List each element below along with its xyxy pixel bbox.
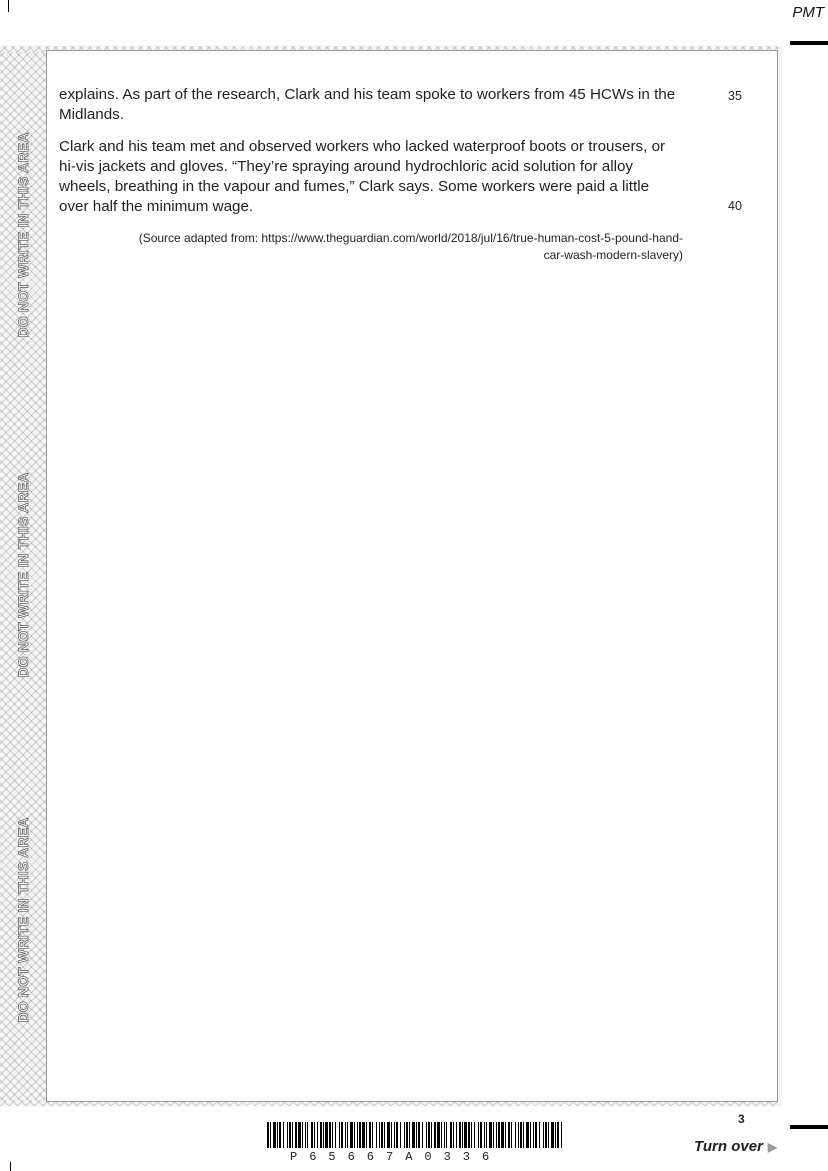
source-citation: (Source adapted from: https://www.theguardian.com/world/2018/jul/16/true-human-cost-5-pound-hand-car-wash-modern-slavery)	[138, 231, 683, 262]
barcode-bar	[366, 1122, 367, 1148]
barcode-bar	[359, 1122, 361, 1148]
do-not-write-label-top: DO NOT WRITE IN THIS AREA	[15, 132, 31, 338]
barcode-bar	[329, 1122, 331, 1148]
barcode-bar	[459, 1122, 461, 1148]
barcode-bar	[428, 1122, 430, 1148]
barcode-bar	[548, 1122, 549, 1148]
barcode-bar	[471, 1122, 472, 1148]
barcode-bar	[350, 1122, 353, 1148]
barcode-bar	[501, 1122, 504, 1148]
barcode-bar	[416, 1122, 417, 1148]
barcode-bar	[508, 1122, 510, 1148]
barcode-bar	[526, 1122, 529, 1148]
barcode-bar	[357, 1122, 358, 1148]
barcode-bar	[379, 1122, 380, 1148]
barcode-bar	[311, 1122, 313, 1148]
barcode-bar	[406, 1122, 408, 1148]
barcode-bar	[369, 1122, 371, 1148]
crop-mark-bottom	[10, 1162, 11, 1171]
edge-mark-top	[790, 41, 828, 45]
barcode-bar	[347, 1122, 348, 1148]
barcode-bar	[307, 1122, 308, 1148]
barcode-bar	[412, 1122, 415, 1148]
barcode-bar	[387, 1122, 390, 1148]
barcode-bar	[468, 1122, 470, 1148]
barcode-bar	[505, 1122, 506, 1148]
barcode-bar	[453, 1122, 454, 1148]
barcode-bar	[518, 1122, 519, 1148]
turn-over-label	[694, 1138, 777, 1155]
triangle-right-icon: ▶	[767, 1140, 778, 1154]
barcode-bar	[409, 1122, 410, 1148]
barcode-bar	[302, 1122, 303, 1148]
barcode-bar	[561, 1122, 562, 1148]
barcode-bar	[530, 1122, 531, 1148]
barcode-bar	[320, 1122, 322, 1148]
line-number-35: 35	[728, 89, 742, 103]
barcode-bar	[464, 1122, 467, 1148]
barcode-bar	[523, 1122, 524, 1148]
turn-over-text: Turn over	[694, 1138, 763, 1155]
barcode-bar	[496, 1122, 497, 1148]
barcode-bar	[404, 1122, 405, 1148]
do-not-write-label-bottom: DO NOT WRITE IN THIS AREA	[15, 817, 31, 1023]
edge-mark-bottom	[790, 1125, 828, 1129]
barcode-bar	[520, 1122, 522, 1148]
barcode-bar	[493, 1122, 494, 1148]
barcode-bar	[456, 1122, 457, 1148]
barcode	[267, 1122, 567, 1153]
crop-mark-top	[8, 0, 9, 12]
barcode-bar	[478, 1122, 479, 1148]
barcode-bar	[279, 1122, 281, 1148]
barcode-bar	[543, 1122, 544, 1148]
barcode-bar	[314, 1122, 315, 1148]
barcode-bar	[362, 1122, 365, 1148]
barcode-bar	[323, 1122, 324, 1148]
barcode-bar	[298, 1122, 301, 1148]
barcode-bar	[270, 1122, 271, 1148]
do-not-write-label-middle: DO NOT WRITE IN THIS AREA	[15, 472, 31, 678]
barcode-bar	[305, 1122, 306, 1148]
paragraph-2: Clark and his team met and observed workers who lacked waterproof boots or trousers, or hi-vis jackets and gloves. “They’re spraying around hydrochloric acid solution for alloy wheels, breathing in the vapour and fumes,” Clark says. Some workers were paid a little over half the minimum wage.	[59, 138, 666, 215]
barcode-bar	[354, 1122, 355, 1148]
barcode-bar	[431, 1122, 432, 1148]
barcode-bar	[462, 1122, 463, 1148]
barcode-bar	[545, 1122, 547, 1148]
barcode-bar	[444, 1122, 445, 1148]
barcode-bar	[396, 1122, 398, 1148]
barcode-bar	[484, 1122, 485, 1148]
barcode-bar	[267, 1122, 269, 1148]
barcode-bar	[273, 1122, 276, 1148]
barcode-bar	[341, 1122, 343, 1148]
barcode-bar	[422, 1122, 423, 1148]
paragraph-1: explains. As part of the research, Clark and his team spoke to workers from 45 HCWs in the Midlands.	[59, 86, 676, 123]
page-number: 3	[738, 1112, 745, 1126]
barcode-bar	[332, 1122, 333, 1148]
barcode-bar	[489, 1122, 492, 1148]
barcode-bar	[535, 1122, 537, 1148]
barcode-bar	[283, 1122, 284, 1148]
barcode-bar	[486, 1122, 487, 1148]
barcode-bar	[376, 1122, 377, 1148]
margin-hatch-right	[778, 46, 782, 1106]
barcode-bar	[515, 1122, 516, 1148]
barcode-bar	[418, 1122, 420, 1148]
barcode-bar	[441, 1122, 442, 1148]
barcode-bar	[289, 1122, 291, 1148]
barcode-bar	[277, 1122, 278, 1148]
barcode-bar	[533, 1122, 534, 1148]
barcode-bar	[511, 1122, 512, 1148]
barcode-bar	[400, 1122, 401, 1148]
barcode-bar	[437, 1122, 440, 1148]
barcode-bar	[474, 1122, 475, 1148]
barcode-bar	[434, 1122, 436, 1148]
barcode-bar	[446, 1122, 447, 1148]
barcode-bar	[555, 1122, 556, 1148]
barcode-text: P65667A0336	[290, 1150, 502, 1164]
barcode-bar	[317, 1122, 318, 1148]
barcode-bar	[381, 1122, 383, 1148]
barcode-bar	[335, 1122, 336, 1148]
line-number-40: 40	[728, 199, 742, 213]
barcode-bar	[394, 1122, 395, 1148]
barcode-bar	[345, 1122, 346, 1148]
barcode-bar	[384, 1122, 385, 1148]
barcode-bar	[325, 1122, 328, 1148]
barcode-bar	[498, 1122, 500, 1148]
barcode-bar	[450, 1122, 452, 1148]
barcode-bar	[372, 1122, 373, 1148]
barcode-bar	[292, 1122, 293, 1148]
barcode-bar	[480, 1122, 482, 1148]
barcode-bar	[551, 1122, 554, 1148]
barcode-bar	[339, 1122, 340, 1148]
pmt-label: PMT	[792, 4, 824, 21]
barcode-bar	[287, 1122, 288, 1148]
barcode-bar	[391, 1122, 392, 1148]
barcode-bar	[295, 1122, 297, 1148]
barcode-bar	[539, 1122, 540, 1148]
barcode-bar	[557, 1122, 559, 1148]
barcode-bar	[426, 1122, 427, 1148]
